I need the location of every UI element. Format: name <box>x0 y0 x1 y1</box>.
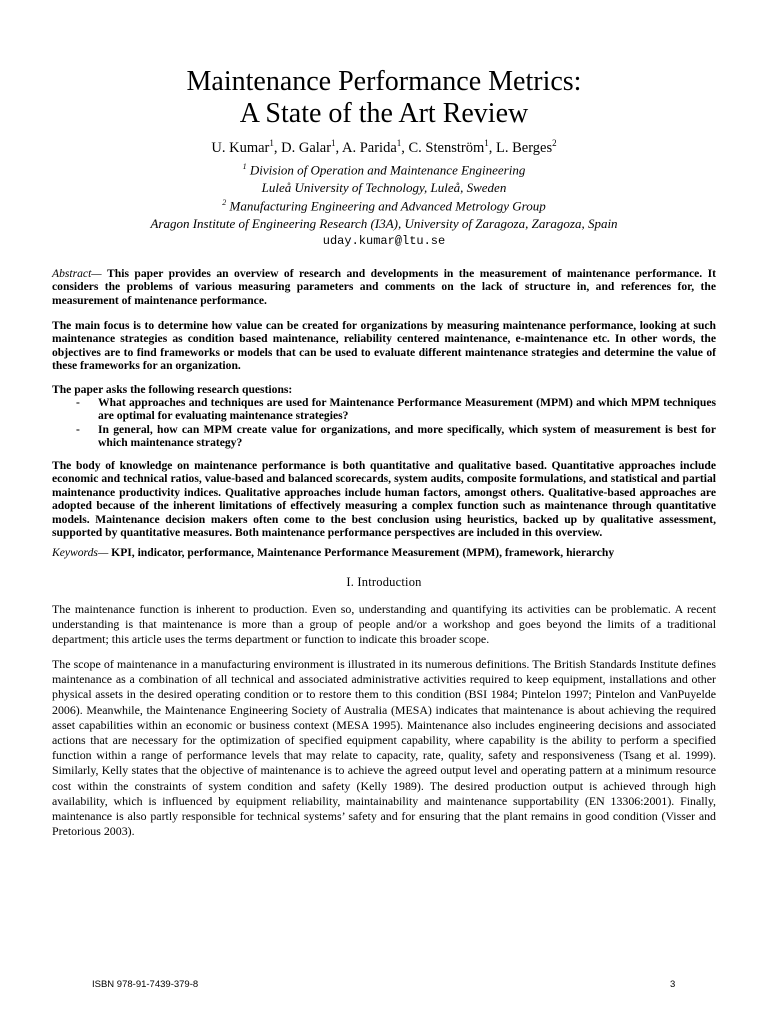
author-list <box>52 138 716 157</box>
author: A. Parida$^1$, <box>342 138 409 156</box>
author: C. Stenström$^1$, <box>408 138 496 156</box>
focus-paragraph: The main focus is to determine how value can be created for organizations by measuring maintenance performance, looking at such maintenance strategies as condition based maintenance, reliability centered maintenance, e-maintenance etc. In other words, the objectives are to find frameworks or models that can be used to evaluate different maintenance strategies and determine the value of these frameworks for an organization. <box>52 319 716 373</box>
questions-intro: The paper asks the following research questions: <box>52 383 293 396</box>
author-email[interactable]: uday.kumar@ltu.se <box>322 234 446 248</box>
footer-isbn: ISBN 978-91-7439-379-8 <box>92 979 199 990</box>
research-questions <box>52 396 716 450</box>
author: L. Berges$^2$ <box>496 138 557 156</box>
author: D. Galar$^1$, <box>281 138 342 156</box>
keywords-text: KPI, indicator, performance, Maintenance Performance Measurement (MPM), framework, hierarchy <box>111 546 615 559</box>
section-heading-introduction: I. Introduction <box>346 575 422 589</box>
keywords <box>52 546 716 559</box>
author: U. Kumar$^1$, <box>211 138 282 156</box>
keywords-label: Keywords— <box>52 546 112 559</box>
intro-paragraph-1: The maintenance function is inherent to production. Even so, understanding and quantifying its activities can be problematic. A recent understanding is that maintenance is more than a group of people and/or a workshop and goes beyond the limits of a traditional department; this article uses the terms department or function to indicate this broader scope. <box>52 602 716 647</box>
list-item: - What approaches and techniques are used for Maintenance Performance Measurement (MPM) and which MPM techniques are optimal for evaluating maintenance strategies? <box>76 396 716 423</box>
affiliation-1-line-2: Luleå University of Technology, Luleå, Sweden <box>261 180 507 195</box>
title-line-2: A State of the Art Review <box>239 98 529 129</box>
abstract <box>52 267 716 307</box>
paper-title <box>52 66 716 130</box>
title-line-1: Maintenance Performance Metrics: <box>186 66 582 97</box>
abstract-label: Abstract— <box>52 267 108 280</box>
affiliation-1-line-1: $^1$ Division of Operation and Maintenance Engineering <box>242 162 526 178</box>
intro-paragraph-2: The scope of maintenance in a manufacturing environment is illustrated in its numerous definitions. The British Standards Institute defines maintenance as a combination of all technical and associated administrative activities required to keep equipment, installations and other physical assets in the desired operating condition or to restore them to this condition (BSI 1984; Pintelon 1997; Pintelon and VanPuyelde 2006). Meanwhile, the Maintenance Engineering Society of Australia (MESA) indicates that maintenance is about achieving the required asset capabilities within an economic or business context (MESA 1995). Maintenance also includes engineering decisions and associated actions that are necessary for the optimization of specified equipment capability, where capability is the ability to perform a specified function within a range of performance levels that may relate to capacity, rate, quality, safety and responsiveness (Tsang et al. 1999). Similarly, Kelly states that the objective of maintenance is to achieve the agreed output level and operating pattern at a minimum resource cost within the constraints of system condition and safety (Kelly 1989). The desired production output is achieved through high availability, which is influenced by equipment reliability, maintainability and maintenance supportability (EN 13306:2001). Finally, maintenance is also partly responsible for technical systems’ safety and for ensuring that the plant remains in good condition (Visser and Pretorious 2003). <box>52 657 716 839</box>
list-item: - In general, how can MPM create value for organizations, and more specifically, which system of measurement is best for which maintenance strategy? <box>76 422 716 450</box>
abstract-text: This paper provides an overview of research and developments in the measurement of maintenance performance. It considers the problems of various measuring parameters and comments on the lack of structure in, and references for, the measurement of maintenance performance. <box>52 267 716 307</box>
page-number: 3 <box>670 979 676 990</box>
knowledge-paragraph: The body of knowledge on maintenance performance is both quantitative and qualitative based. Quantitative approaches include economic and technical ratios, value-based and balanced scorecards, system audits, composite formulations, and statistical and partial maintenance productivity indices. Qualitative approaches include human factors, amongst others. Qualitative-based approaches are adopted because of the inherent limitations of effectively measuring a complex function such as maintenance through quantitative models. Maintenance decision makers often come to the best conclusion using heuristics, backed up by qualitative assessment, supported by quantitative measures. Both maintenance performance perspectives are included in this overview. <box>52 459 716 540</box>
affiliation-2-line-2: Aragon Institute of Engineering Research (I3A), University of Zaragoza, Zaragoza, Spain <box>150 216 618 231</box>
affiliation-2-line-1: $^2$ Manufacturing Engineering and Advanced Metrology Group <box>222 198 546 214</box>
